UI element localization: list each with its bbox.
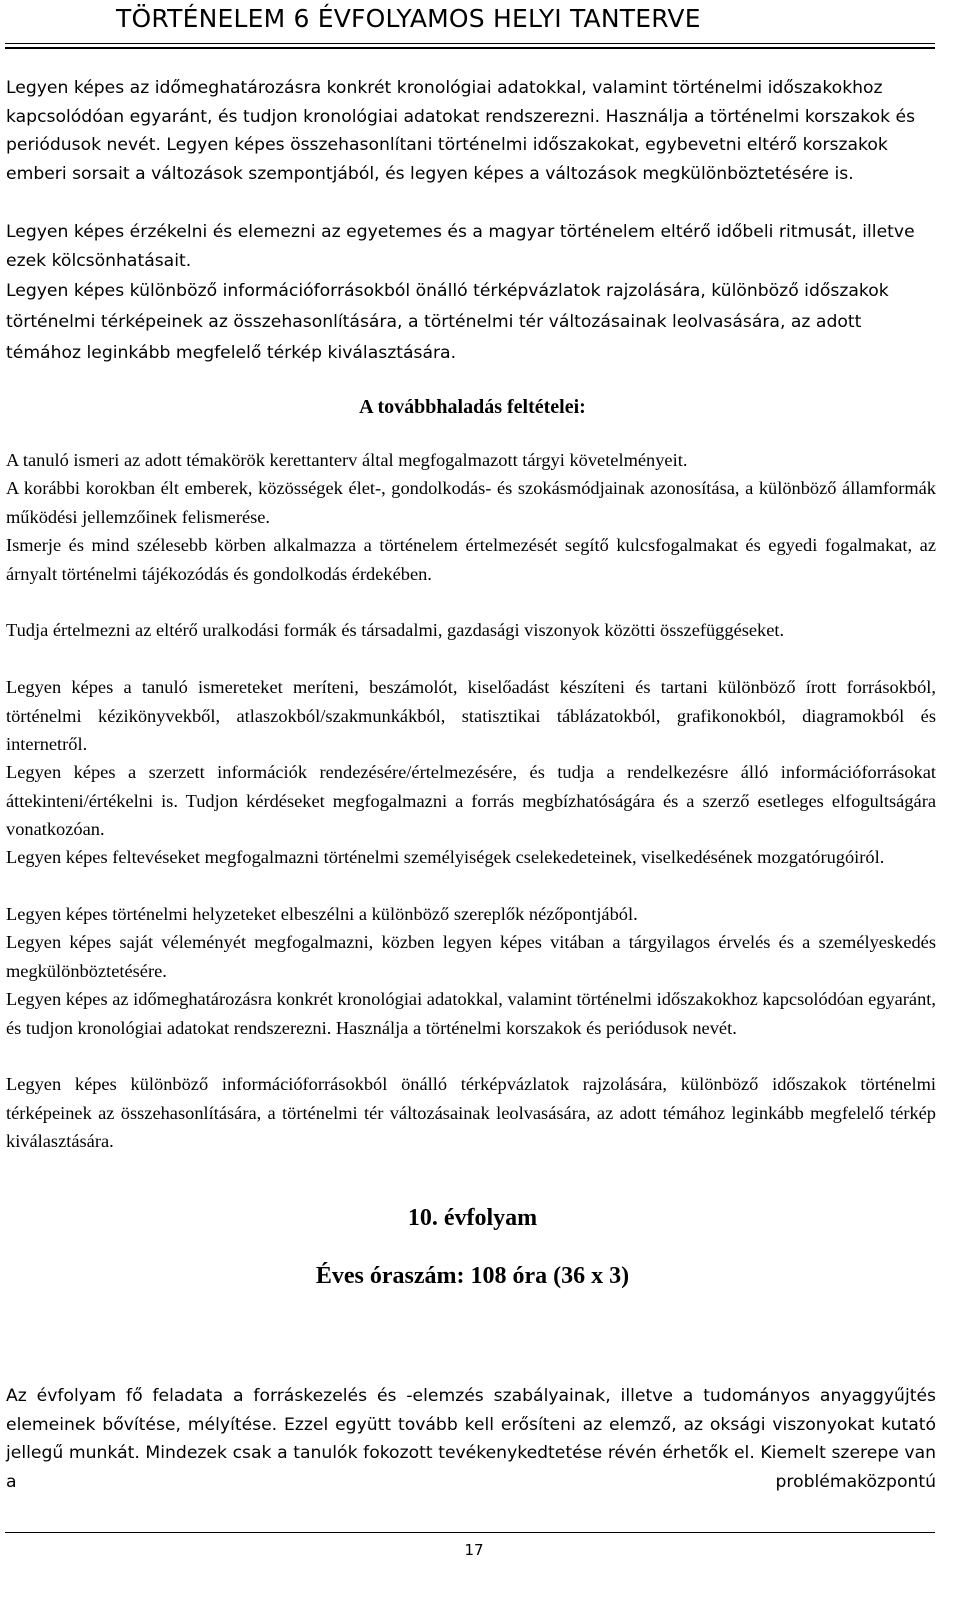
- requirement-item: Legyen képes történelmi helyzeteket elbeszélni a különböző szereplők nézőpontjából.: [6, 904, 638, 924]
- requirement-item: Ismerje és mind szélesebb körben alkalmazza a történelem értelmezését segítő kulcsfogalmakat és egyedi fogalmakat, az árnyalt történelmi tájékozódás és gondolkodás érdekében.: [6, 535, 936, 584]
- header-rule-thin: [5, 43, 935, 44]
- requirement-item: Legyen képes feltevéseket megfogalmazni történelmi személyiségek cselekedeteinek, viselkedésének mozgatórugóiról.: [6, 847, 885, 867]
- requirement-item: Legyen képes az időmeghatározásra konkrét kronológiai adatokkal, valamint történelmi időszakokhoz kapcsolódóan egyaránt, és tudjon kronológiai adatokat rendszerezni. Használja a történelmi korszakok és periódusok nevét.: [6, 989, 936, 1038]
- requirement-item: Legyen képes a szerzett információk rendezésére/értelmezésére, és tudja a rendelkezésre álló információforrásokat áttekinteni/értékelni is. Tudjon kérdéseket megfogalmazni a forrás megbízhatóságára és a szerző esetleges elfogultságára vonatkozóan.: [6, 762, 936, 840]
- intro-paragraph: Legyen képes érzékelni és elemezni az egyetemes és a magyar történelem eltérő időbeli ritmusát, illetve ezek kölcsönhatásait.: [6, 222, 915, 271]
- requirement-item: A tanuló ismeri az adott témakörök kerettanterv által megfogalmazott tárgyi követelményeit.: [6, 450, 688, 470]
- intro-paragraph: Legyen képes különböző információforrásokból önálló térképvázlatok rajzolására, különböző időszakok történelmi térképeinek az összehasonlítására, a történelmi tér változásainak leolvasására, az adott témához leginkább megfelelő térkép kiválasztására.: [6, 281, 889, 363]
- requirement-item: Legyen képes a tanuló ismereteket meríteni, beszámolót, kiselőadást készíteni és tartani különböző írott forrásokból, történelmi kézikönyvekből, atlaszokból/szakmunkákból, statisztikai táblázatokból, grafikonokból, diagramokból és internetről.: [6, 677, 936, 755]
- requirements-heading: A továbbhaladás feltételei:: [359, 396, 586, 418]
- annual-hours: Éves óraszám: 108 óra (36 x 3): [315, 1263, 630, 1289]
- grade-heading: 10. évfolyam: [407, 1205, 538, 1231]
- requirement-item: Tudja értelmezni az eltérő uralkodási formák és társadalmi, gazdasági viszonyok közötti összefüggéseket.: [6, 620, 785, 640]
- document-title: TÖRTÉNELEM 6 ÉVFOLYAMOS HELYI TANTERVE: [116, 4, 701, 33]
- grade-paragraph: Az évfolyam fő feladata a forráskezelés és -elemzés szabályainak, illetve a tudományos anyaggyűjtés elemeinek bővítése, mélyítése. Ezzel együtt tovább kell erősíteni az elemző, az oksági viszonyokat kutató jellegű munkát. Mindezek csak a tanulók fokozott tevékenykedtetése révén érhetők el. Kiemelt szerepe van a problémaközpontú: [6, 1386, 936, 1492]
- header-rule-thick: [5, 47, 935, 49]
- requirement-item: A korábbi korokban élt emberek, közösségek élet-, gondolkodás- és szokásmódjainak azonosítása, a különböző államformák működési jellemzőinek felismerése.: [6, 478, 936, 527]
- page-header: [0, 0, 960, 48]
- intro-paragraph: Legyen képes az időmeghatározásra konkrét kronológiai adatokkal, valamint történelmi időszakokhoz kapcsolódóan egyaránt, és tudjon kronológiai adatokat rendszerezni. Használja a történelmi korszakok és periódusok nevét. Legyen képes összehasonlítani történelmi időszakokat, egybevetni eltérő korszakok emberi sorsait a változások szempontjából, és legyen képes a változások megkülönböztetésére is.: [6, 78, 916, 184]
- page-number: 17: [464, 1541, 484, 1559]
- requirement-item: Legyen képes különböző információforrásokból önálló térképvázlatok rajzolására, különböző időszakok történelmi térképeinek az összehasonlítására, a történelmi tér változásainak leolvasására, az adott témához leginkább megfelelő térkép kiválasztására.: [6, 1074, 936, 1152]
- requirement-item: Legyen képes saját véleményét megfogalmazni, közben legyen képes vitában a tárgyilagos érvelés és a személyeskedés megkülönböztetésére.: [6, 932, 936, 981]
- footer-rule: [5, 1532, 935, 1533]
